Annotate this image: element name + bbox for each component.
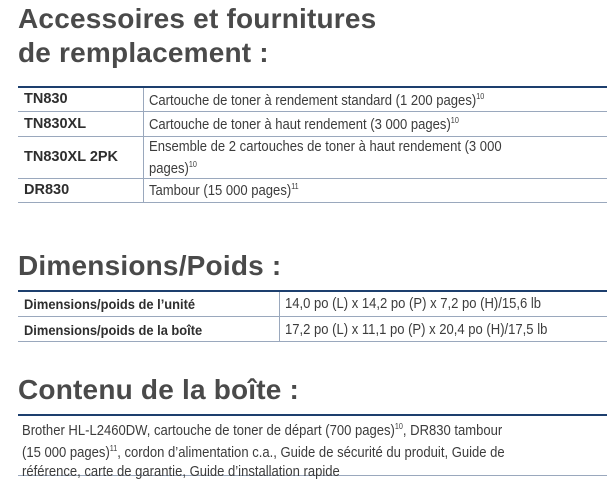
- contents-box: [18, 414, 607, 480]
- supply-code: DR830: [24, 182, 70, 198]
- supplies-heading: [18, 2, 376, 70]
- table-row: [18, 88, 607, 112]
- supplies-heading-line1: Accessoires et fournitures: [18, 3, 377, 34]
- dimension-value: 14,0 po (L) x 14,2 po (P) x 7,2 po (H)/15,6 lb: [285, 296, 542, 312]
- supply-code: TN830XL: [24, 116, 87, 132]
- table-row: [18, 317, 607, 342]
- dimension-label: Dimensions/poids de l’unité: [24, 296, 196, 312]
- supply-description: Cartouche de toner à haut rendement (3 000 pages)$^{10}$: [149, 116, 459, 133]
- table-row: [18, 179, 607, 203]
- dimension-value: 17,2 po (L) x 11,1 po (P) x 20,4 po (H)/17,5 lb: [285, 322, 548, 338]
- contents-text: Brother HL-L2460DW, cartouche de toner de départ (700 pages)$^{10}$, DR830 tambour (15 000 pages)$^{11}$, cordon d’alimentation c.a., Guide de sécurité du produit, Guide de référence, carte de garantie, Guide d’installation rapide: [22, 422, 505, 480]
- contents-heading: Contenu de la boîte :: [18, 374, 300, 405]
- dimension-label: Dimensions/poids de la boîte: [24, 322, 203, 338]
- supplies-heading-line2: de remplacement :: [18, 37, 269, 68]
- supply-code: TN830: [24, 91, 68, 107]
- supply-description: Tambour (15 000 pages)$^{11}$: [149, 182, 299, 199]
- supplies-table: [18, 86, 607, 203]
- supply-description: Ensemble de 2 cartouches de toner à haut rendement (3 000 pages)$^{10}$: [149, 139, 502, 177]
- table-row: [18, 112, 607, 137]
- dimensions-heading: Dimensions/Poids :: [18, 250, 282, 281]
- table-row: [18, 137, 607, 179]
- supply-code: TN830XL 2PK: [24, 149, 119, 165]
- supply-description: Cartouche de toner à rendement standard (1 200 pages)$^{10}$: [149, 92, 485, 109]
- table-row: [18, 292, 607, 317]
- dimensions-table: [18, 290, 607, 342]
